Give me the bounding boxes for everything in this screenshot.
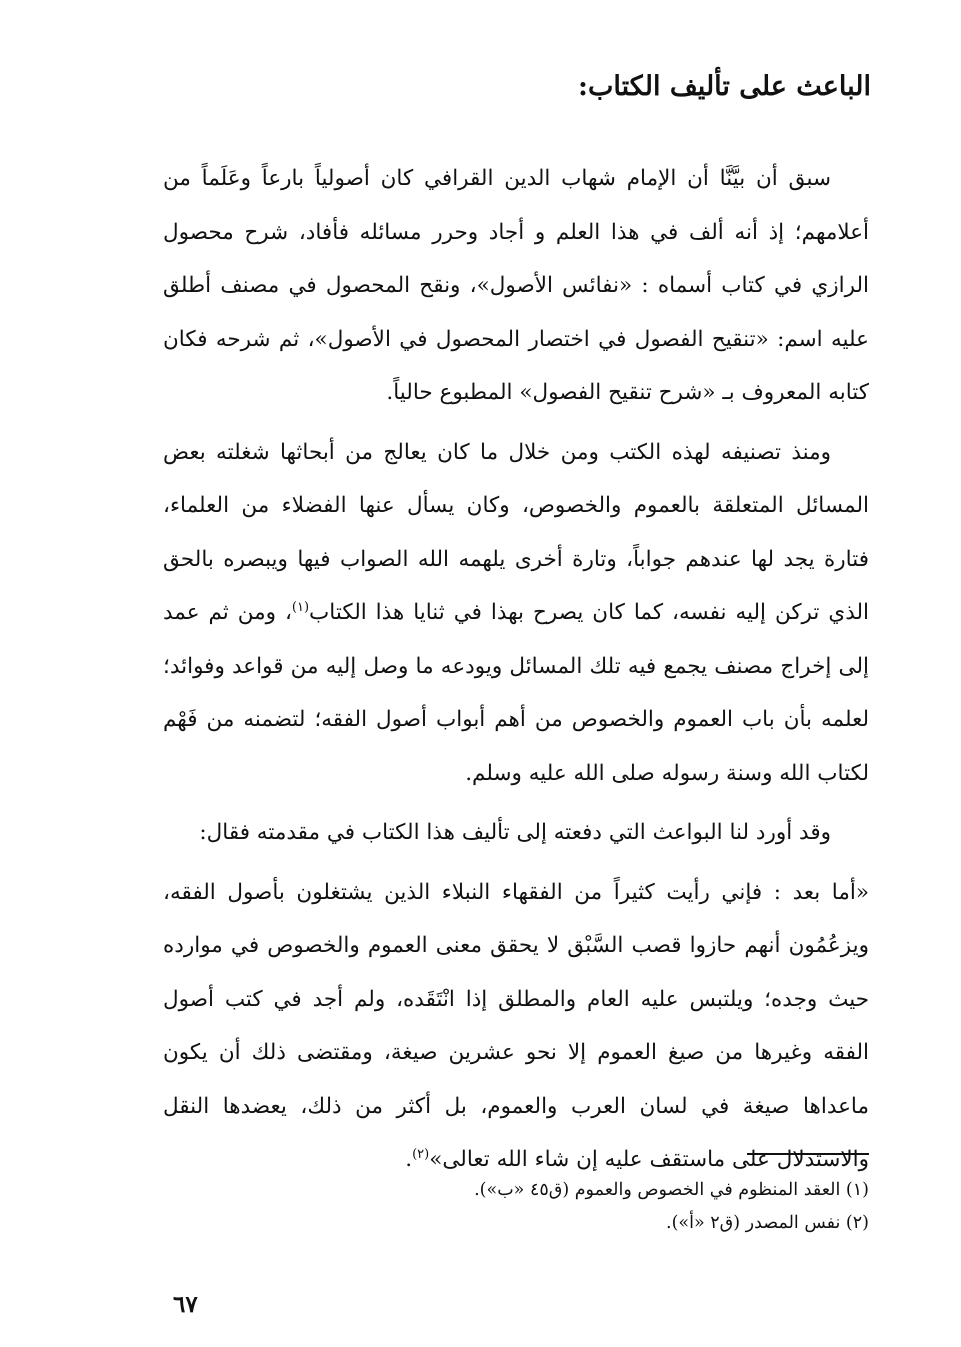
footnote-ref-1[interactable]: (١) — [291, 599, 310, 615]
body-text — [163, 152, 869, 1187]
paragraph-4-text: «أما بعد : فإني رأيت كثيراً من الفقهاء النبلاء الذين يشتغلون بأصول الفقه، ويزعُمُون أنهم حازوا قصب السَّبْق لا يحقق معنى العموم والخصوص في موارده حيث وجده؛ ويلتبس عليه العام والمطلق إذا انْتَقَده، ولم أجد في كتب أصول الفقه وغيرها من صيغ العموم إلا نحو عشرين صيغة، ومقتضى ذلك أن يكون ماعداها صيغة في لسان العرب والعموم، بل أكثر من ذلك، يعضدها النقل والاستدلال على ماستقف عليه إن شاء الله تعالى» — [163, 879, 869, 1172]
paragraph-1: سبق أن بيَّنَّا أن الإمام شهاب الدين القرافي كان أصولياً بارعاً وعَلَماً من أعلامهم؛ إذ أنه ألف في هذا العلم و أجاد وحرر مسائله فأفاد، شرح محصول الرازي في كتاب أسماه : «نفائس الأصول»، ونقح المحصول في مصنف أطلق عليه اسم: «تنقيح الفصول في اختصار المحصول في الأصول»، ثم شرحه فكان كتابه المعروف بـ «شرح تنقيح الفصول» المطبوع حالياً. — [163, 166, 869, 405]
footnote-ref-2[interactable]: (٢) — [412, 1146, 430, 1162]
paragraph-4-quote — [163, 866, 869, 1187]
page-number: ٦٧ — [173, 1291, 198, 1318]
footnote-divider — [747, 1153, 869, 1155]
paragraph-2-text: ومنذ تصنيفه لهذه الكتب ومن خلال ما كان يعالج من أبحاثها شغلته بعض المسائل المتعلقة بالعموم والخصوص، وكان يسأل عنها الفضلاء من العلماء، فتارة يجد لها عندهم جواباً، وتارة أخرى يلهمه الله الصواب فيها ويبصره بالحق الذي تركن إليه نفسه، كما كان يصرح بهذا في ثنايا هذا الكتاب — [163, 439, 869, 625]
paragraph-3: وقد أورد لنا البواعث التي دفعته إلى تأليف هذا الكتاب في مقدمته فقال: — [199, 820, 831, 845]
footnotes — [163, 1174, 869, 1240]
paragraph-2 — [163, 426, 869, 801]
footnote-2: (٢) نفس المصدر (ق٢ «أ»). — [666, 1213, 869, 1233]
footnote-1: (١) العقد المنظوم في الخصوص والعموم (ق٤٥ «ب»). — [474, 1180, 869, 1200]
paragraph-4-end: . — [405, 1147, 413, 1172]
section-heading: الباعث على تأليف الكتاب: — [578, 71, 871, 102]
paragraph-2-rest: ، ومن ثم عمد إلى إخراج مصنف يجمع فيه تلك المسائل ويودعه ما وصل إليه من قواعد وفوائد؛ لعلمه بأن باب العموم والخصوص من أهم أبواب أصول الفقه؛ لتضمنه من فَهْم لكتاب الله وسنة رسوله صلى الله عليه وسلم. — [163, 600, 869, 786]
